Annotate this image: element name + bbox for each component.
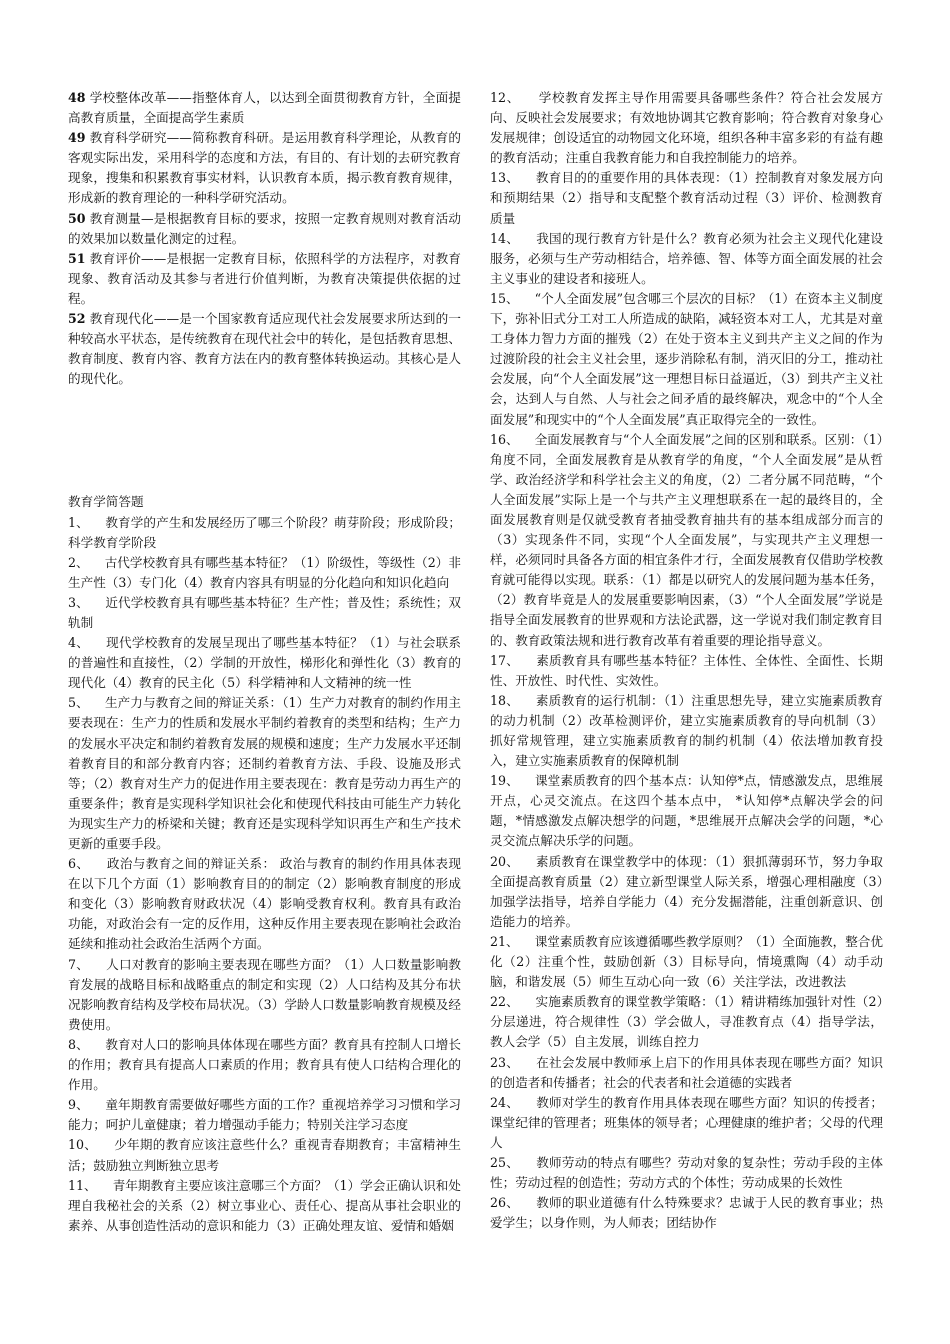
entry-number: 15、 — [490, 290, 519, 306]
entry-text: “个人全面发展”包含哪三个层次的目标？（1）在资本主义制度下，弥补旧式分工对工人所造成的缺陷，减轻资本对工人，尤其是对童工身体力智力方面的摧残（2）在处于资本主义到共产主义之间的作为过渡阶段的社会主义社会里，逐步消除私有制，消灭旧的分工，推动社会发展，向“个人全面发展”这一理想目标日益逼近，（3）到共产主义社会，达到人与自然、人与社会之间矛盾的最终解决，观念中的“个人全面发展”和现实中的“个人全面发展”真正取得完全的一致性。 — [490, 290, 884, 427]
entry-text: 我国的现行教育方针是什么？教育必须为社会主义现代化建设服务，必须与生产劳动相结合，培养德、智、体等方面全面发展的社会主义事业的建设者和接班人。 — [490, 230, 884, 286]
entry-text: 全面发展教育与“个人全面发展”之间的区别和联系。区别：（1）角度不同，全面发展教育是从教育学的角度，“个人全面发展”是从哲学、政治经济学和科学社会主义的角度，（2）二者分属不同范畴，“个人全面发展”实际上是一个与共产主义理想联系在一起的最终目的，全面发展教育则是仅就受教育者抽受教育抽共有的基本组成部分而言的（3）实现条件不同，实现“个人全面发展”，与实现共产主义理想一样，必须同时具备各方面的相宜条件才行，全面发展教育仅借助学校教育就可能得以实现。联系：（1）都是以研究人的发展问题为基本任务，（2）教育毕竟是人的发展重要影响因素，（3）“个人全面发展”学说是指导全面发展教育的世界观和方法论武器，这一学说对我们制定教育目的、教育政策法规和进行教育改革有着重要的理论指导意义。 — [490, 431, 884, 648]
qa-entry — [490, 229, 883, 289]
qa-entry — [68, 1176, 461, 1236]
qa-entry — [490, 289, 883, 430]
qa-entry — [68, 1095, 461, 1135]
entry-text: 青年期教育主要应该注意哪三个方面？（1）学会正确认识和处理自我秘社会的关系（2）树立事业心、责任心、提高从事社会职业的素养、从事创造性活动的意识和能力（3）正确处理友谊、爱情和婚姻 — [68, 1177, 462, 1233]
qa-entry — [490, 1053, 883, 1093]
definition-list — [68, 88, 461, 389]
definition-entry — [68, 309, 461, 389]
entry-gap — [89, 595, 105, 610]
qa-entry — [68, 854, 461, 954]
entry-number: 18、 — [490, 692, 520, 708]
definition-entry — [68, 128, 461, 208]
entry-text: 教师的职业道德有什么特殊要求？忠诚于人民的教育事业；热爱学生；以身作则，为人师表；团结协作 — [490, 1195, 884, 1231]
right-column — [490, 88, 883, 1233]
qa-entry — [490, 1153, 883, 1193]
entry-number: 2、 — [68, 554, 89, 570]
entry-text: 教育评价——是根据一定教育目标，依照科学的方法程序，对教育现象、教育活动及其参与者进行价值判断，为教育决策提供依据的过程。 — [68, 250, 461, 306]
entry-text: 素质教育在课堂教学中的体现：（1）狠抓薄弱环节，努力争取全面提高教育质量（2）建立新型课堂人际关系，增强心理相融度（3）加强学法指导，培养自学能力（4）充分发掘潜能，注重创新意识、创造能力的培养。 — [490, 853, 884, 929]
qa-entry — [68, 513, 461, 553]
qa-entry — [490, 691, 883, 771]
qa-entry — [490, 1093, 883, 1153]
entry-gap — [89, 515, 105, 530]
entry-number: 12、 — [490, 90, 520, 105]
entry-number: 20、 — [490, 853, 520, 869]
qa-entry — [68, 693, 461, 854]
entry-text: 政治与教育之间的辩证关系： 政治与教育的制约作用具体表现在以下几个方面（1）影响教育目的的制定（2）影响教育制度的形成和变化（3）影响教育财政状况（4）影响受教育权利。教育具有政治功能，对政治会有一定的反作用，这种反作用主要表现在影响社会政治延续和推动社会政治生活两个方面。 — [68, 856, 461, 952]
entry-text: 在社会发展中教师承上启下的作用具体表现在哪些方面？知识的创造者和传播者；社会的代表者和社会道德的实践者 — [490, 1054, 884, 1090]
entry-number: 16、 — [490, 431, 519, 447]
entry-gap — [519, 934, 535, 949]
qa-list-left — [68, 513, 461, 1236]
entry-text: 教师劳动的特点有哪些？劳动对象的复杂性；劳动手段的主体性；劳动过程的创造性；劳动方式的个体性；劳动成果的长效性 — [490, 1154, 884, 1191]
entry-number: 6、 — [68, 856, 90, 872]
qa-entry — [490, 771, 883, 851]
entry-number: 48 — [68, 90, 86, 105]
entry-gap — [519, 1155, 536, 1170]
entry-number: 25、 — [490, 1154, 520, 1170]
entry-number: 10、 — [68, 1137, 98, 1153]
qa-entry — [68, 633, 461, 693]
qa-list-right — [490, 88, 883, 1233]
entry-number: 24、 — [490, 1094, 520, 1110]
section-title: 教育学简答题 — [68, 494, 144, 510]
entry-number: 22、 — [490, 994, 519, 1010]
entry-number: 1、 — [68, 514, 89, 530]
entry-text: 生产力与教育之间的辩证关系：（1）生产力对教育的制约作用主要表现在：生产力的性质和发展水平制约着教育的类型和结构；生产力的发展水平决定和制约着教育发展的规模和速度；生产力发展水平还制着教育目的和部分教育内容；还制约着教育方法、手段、设施及形式等；（2）教育对生产力的促进作用主要表现在：教育是劳动力再生产的重要条件；教育是实现科学知识社会化和使现代科技由可能生产力转化为现实生产力的桥梁和关键；教育还是实现科学知识再生产和生产技术更新的重要手段。 — [68, 695, 462, 851]
entry-number: 49 — [68, 130, 86, 146]
entry-gap — [89, 635, 106, 650]
entry-gap — [97, 1137, 114, 1152]
entry-text: 教师对学生的教育作用具体表现在哪些方面？知识的传授者；课堂纪律的管理者；班集体的领导者；心理健康的维护者；父母的代理人 — [490, 1094, 884, 1150]
entry-text: 学校教育发挥主导作用需要具备哪些条件？符合社会发展方向、反映社会发展要求；有效地协调其它教育影响；符合教育对象身心发展规律；创设适宜的动物园文化环境，组织各种丰富多彩的有益有趣的教育活动；注重自我教育能力和自我控制能力的培养。 — [490, 90, 883, 166]
qa-entry — [490, 651, 883, 691]
entry-number: 51 — [68, 250, 86, 266]
entry-number: 3、 — [68, 594, 89, 610]
entry-text: 教育目的的重要作用的具体表现：（1）控制教育对象发展方向和预期结果（2）指导和支配整个教育活动过程（3）评价、检测教育质量 — [490, 170, 884, 226]
entry-number: 50 — [68, 210, 86, 226]
entry-text: 教育测量—是根据教育目标的要求，按照一定教育规则对教育活动的效果加以数量化测定的过程。 — [68, 210, 461, 246]
entry-gap — [520, 90, 539, 105]
entry-text: 学校整体改革——指整体育人，以达到全面贯彻教育方针，全面提高教育质量，全面提高学生素质 — [68, 90, 461, 126]
entry-gap — [519, 231, 536, 246]
entry-gap — [519, 432, 535, 447]
entry-text: 素质教育的运行机制：（1）注重思想先导，建立实施素质教育的动力机制（2）改革检测评价，建立实施素质教育的导向机制（3）抓好常规管理，建立实施素质教育的制约机制（4）依法增加教育投入，建立实施素质教育的保障机制 — [490, 692, 884, 769]
entry-text: 素质教育具有哪些基本特征？主体性、全体性、全面性、长期性、开放性、时代性、实效性。 — [490, 652, 884, 688]
entry-number: 5、 — [68, 695, 89, 711]
entry-text: 少年期的教育应该注意些什么？重视青春期教育；丰富精神生活；鼓励独立判断独立思考 — [68, 1137, 462, 1173]
definition-entry — [68, 209, 461, 249]
entry-gap — [519, 170, 536, 185]
entry-gap — [89, 856, 107, 871]
entry-text: 教育学的产生和发展经历了哪三个阶段？萌芽阶段；形成阶段；科学教育学阶段 — [68, 514, 462, 550]
entry-number: 7、 — [68, 956, 90, 972]
entry-number: 52 — [68, 311, 86, 327]
qa-entry — [490, 992, 883, 1052]
entry-text: 实施素质教育的课堂教学策略：（1）精讲精练加强针对性（2）分层递进，符合规律性（3）学会做人，寻准教育点（4）指导学法，教人会学（5）自主发展，训练自控力 — [490, 994, 883, 1050]
entry-text: 教育现代化——是一个国家教育适应现代社会发展要求所达到的一种较高水平状态，是传统教育在现代社会中的转化，是包括教育思想、教育制度、教育内容、教育方法在内的教育整体转换运动。其核心是人的现代化。 — [68, 311, 461, 387]
entry-gap — [519, 1195, 536, 1210]
entry-number: 26、 — [490, 1195, 520, 1211]
definition-entry — [68, 249, 461, 309]
entry-number: 19、 — [490, 773, 519, 789]
qa-entry — [490, 430, 883, 651]
qa-entry — [68, 1135, 461, 1175]
entry-gap — [97, 1178, 113, 1193]
entry-gap — [519, 1095, 536, 1110]
qa-entry — [68, 955, 461, 1035]
entry-text: 古代学校教育具有哪些基本特征？（1）阶级性，等级性（2）非生产性（3）专门化（4）教育内容具有明显的分化趋向和知识化趋向 — [68, 554, 462, 590]
entry-gap — [89, 957, 106, 972]
entry-text: 教育对人口的影响具体体现在哪些方面？教育具有控制人口增长的作用；教育具有提高人口素质的作用；教育具有使人口结构合理化的作用。 — [68, 1036, 462, 1093]
entry-gap — [519, 1055, 536, 1070]
entry-gap — [89, 1097, 105, 1112]
entry-gap — [89, 555, 105, 570]
entry-number: 21、 — [490, 933, 519, 949]
definition-entry — [68, 88, 461, 128]
entry-number: 8、 — [68, 1036, 89, 1052]
entry-gap — [519, 693, 536, 708]
qa-entry — [490, 88, 883, 168]
qa-entry — [68, 553, 461, 593]
column-gap — [68, 389, 461, 492]
qa-entry — [490, 168, 883, 228]
qa-entry — [68, 593, 461, 633]
entry-gap — [89, 695, 105, 710]
qa-entry — [68, 1035, 461, 1095]
entry-number: 11、 — [68, 1177, 97, 1193]
entry-text: 现代学校教育的发展呈现出了哪些基本特征？（1）与社会联系的普遍性和直接性，（2）学制的开放性，梯形化和弹性化（3）教育的现代化（4）教育的民主化（5）科学精神和人文精神的统一性 — [68, 635, 462, 691]
entry-number: 17、 — [490, 652, 520, 668]
qa-entry — [490, 932, 883, 992]
entry-gap — [519, 653, 536, 668]
qa-entry — [490, 852, 883, 932]
entry-text: 近代学校教育具有哪些基本特征？生产性；普及性；系统性；双轨制 — [68, 594, 462, 630]
qa-entry — [490, 1193, 883, 1233]
entry-gap — [519, 854, 536, 869]
left-column — [68, 88, 461, 1236]
entry-text: 课堂素质教育的四个基本点：认知停*点，情感激发点，思维展开点，心灵交流点。在这四个基本点中， *认知停*点解决学会的问题，*情感激发点解决想学的问题，*思维展开点解决会学的问题，*心灵交流点解决乐学的问题。 — [490, 773, 884, 849]
entry-gap — [89, 1037, 105, 1052]
entry-number: 14、 — [490, 230, 520, 246]
entry-number: 9、 — [68, 1097, 89, 1113]
entry-gap — [519, 994, 536, 1009]
entry-number: 13、 — [490, 170, 520, 186]
entry-number: 23、 — [490, 1054, 520, 1070]
entry-gap — [519, 291, 535, 306]
entry-number: 4、 — [68, 635, 90, 651]
entry-text: 教育科学研究——简称教育科研。是运用教育科学理论，从教育的客观实际出发，采用科学的态度和方法，有目的、有计划的去研究教育现象，搜集和积累教育事实材料，认识教育本质，揭示教育教育规律，形成新的教育理论的一种科学研究活动。 — [68, 130, 461, 206]
entry-gap — [519, 773, 535, 788]
entry-text: 童年期教育需要做好哪些方面的工作？重视培养学习习惯和学习能力；呵护儿童健康；着力增强动手能力；特别关注学习态度 — [68, 1097, 462, 1133]
entry-text: 人口对教育的影响主要表现在哪些方面？（1）人口数量影响教育发展的战略目标和战略重点的制定和实现（2）人口结构及其分布状况影响教育结构及学校布局状况。（3）学龄人口数量影响教育规模及经费使用。 — [68, 956, 462, 1032]
entry-text: 课堂素质教育应该遵循哪些教学原则？（1）全面施教，整合优化（2）注重个性，鼓励创新（3）目标导向，情境熏陶（4）动手动脑，和谐发展（5）师生互动心向一致（6）关注学法，改进教法 — [490, 933, 884, 990]
